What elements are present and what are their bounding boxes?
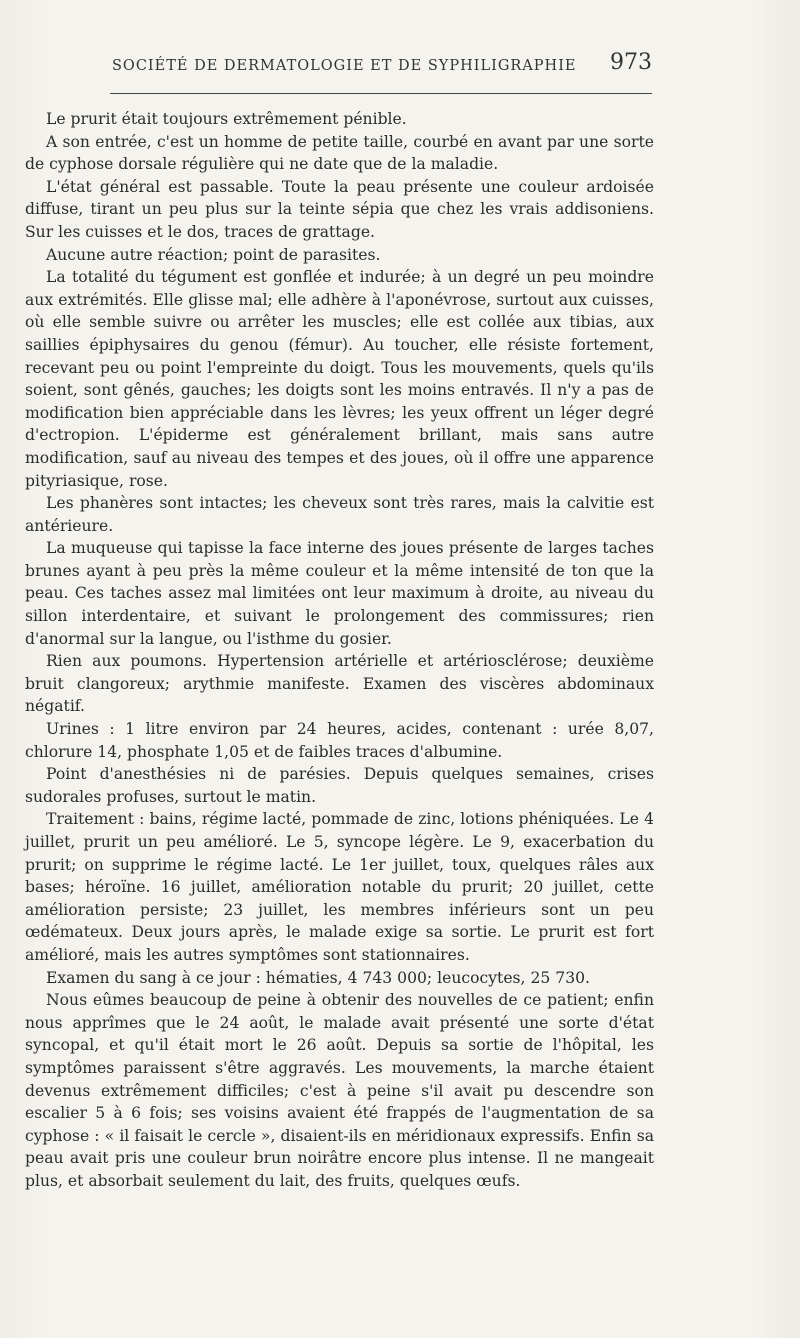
paragraph-13: Nous eûmes beaucoup de peine à obtenir des nouvelles de ce patient; enfin nous apprîmes que le 24 août, le malade avait présenté une sorte d'état syncopal, et qu'il était mort le 26 août. Depuis sa sortie de l'hôpital, les symptômes paraissent s'être aggravés. Les mouvements, la marche étaient devenus extrêmement difficiles; c'est à peine s'il avait pu descendre son escalier 5 à 6 fois; ses voisins avaient été frappés de l'augmentation de sa cyphose : « il faisait le cercle », disaient-ils en méridionaux expressifs. Enfin sa peau avait pris une couleur brun noirâtre encore plus intense. Il ne mangeait plus, et absorbait seulement du lait, des fruits, quelques œufs. — [25, 991, 654, 1190]
running-title: SOCIÉTÉ DE DERMATOLOGIE ET DE SYPHILIGRAPHIE — [112, 58, 577, 74]
paragraph-4: Aucune autre réaction; point de parasites. — [46, 245, 381, 264]
paragraph-8: Rien aux poumons. Hypertension artérielle et artériosclérose; deuxième bruit clangoreux; arythmie manifeste. Examen des viscères abdominaux négatif. — [25, 652, 654, 716]
paragraph-10: Point d'anesthésies ni de parésies. Depuis quelques semaines, crises sudorales profuses, surtout le matin. — [25, 765, 654, 806]
paragraph-12: Examen du sang à ce jour : hématies, 4 743 000; leucocytes, 25 730. — [46, 968, 590, 987]
page-header — [112, 50, 652, 84]
paragraph-3: L'état général est passable. Toute la peau présente une couleur ardoisée diffuse, tirant un peu plus sur la teinte sépia que chez les vrais addisoniens. Sur les cuisses et le dos, traces de grattage. — [25, 177, 654, 241]
paragraph-7: La muqueuse qui tapisse la face interne des joues présente de larges taches brunes ayant à peu près la même couleur et la même intensité de ton que la peau. Ces taches assez mal limitées ont leur maximum à droite, au niveau du sillon interdentaire, et suivant le prolongement des commissures; rien d'anormal sur la langue, ou l'isthme du gosier. — [25, 539, 654, 648]
paragraph-9: Urines : 1 litre environ par 24 heures, acides, contenant : urée 8,07, chlorure 14, phosphate 1,05 et de faibles traces d'albumine. — [25, 720, 654, 761]
header-rule — [110, 93, 652, 94]
paragraph-11: Traitement : bains, régime lacté, pommade de zinc, lotions phéniquées. Le 4 juillet, prurit un peu amélioré. Le 5, syncope légère. Le 9, exacerbation du prurit; on supprime le régime lacté. Le 1er juillet, toux, quelques râles aux bases; héroïne. 16 juillet, amélioration notable du prurit; 20 juillet, cette amélioration persiste; 23 juillet, les membres inférieurs sont un peu œdémateux. Deux jours après, le malade exige sa sortie. Le prurit est fort amélioré, mais les autres symptômes sont stationnaires. — [25, 810, 654, 964]
page-number: 973 — [610, 50, 652, 75]
paragraph-5: La totalité du tégument est gonflée et indurée; à un degré un peu moindre aux extrémités. Elle glisse mal; elle adhère à l'aponévrose, surtout aux cuisses, où elle semble suivre ou arrêter les muscles; elle est collée aux tibias, aux saillies épiphysaires du genou (fémur). Au toucher, elle résiste fortement, recevant peu ou point l'empreinte du doigt. Tous les mouvements, quels qu'ils soient, sont gênés, gauches; les doigts sont les moins entravés. Il n'y a pas de modification bien appréciable dans les lèvres; les yeux offrent un léger degré d'ectropion. L'épiderme est généralement brillant, mais sans autre modification, sauf au niveau des tempes et des joues, où il offre une apparence pityriasique, rose. — [25, 268, 654, 490]
paragraph-1: Le prurit était toujours extrêmement pénible. — [46, 110, 407, 128]
body-text — [25, 108, 654, 1193]
paragraph-2: A son entrée, c'est un homme de petite taille, courbé en avant par une sorte de cyphose dorsale régulière qui ne date que de la maladie. — [25, 132, 654, 174]
paragraph-6: Les phanères sont intactes; les cheveux sont très rares, mais la calvitie est antérieure. — [25, 494, 654, 535]
